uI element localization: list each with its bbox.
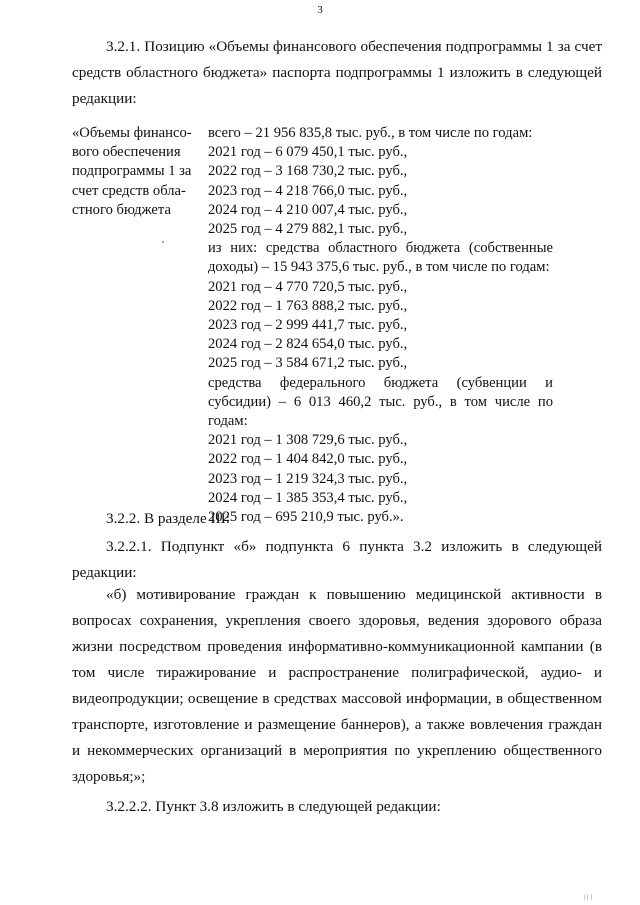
paragraph-quote-b-text: «б) мотивирование граждан к повышению медицинской активности в вопросах сохранения, укрепления своего здоровья, ведения здорового образа жизни посредством проведения информативно-коммуникационной кампании (в том числе тиражирование и распространение полиграфической, аудио- и видеопродукции; освещение в средствах массовой информации, в общественном транспорте, изготовление и размещение баннеров), а также вовлечения граждан и некоммерческих организаций в мероприятия по укреплению общественного здоровья;»; — [72, 586, 602, 785]
federal-funds-text: средства федерального бюджета (субвенции и субсидии) – 6 013 460,2 тыс. руб., в том числе по годам: — [208, 374, 553, 430]
year-line: 2025 год – 3 584 671,2 тыс. руб., — [208, 355, 408, 372]
year-line: 2024 год – 4 210 007,4 тыс. руб., — [208, 201, 408, 218]
year-line: 2021 год – 6 079 450,1 тыс. руб., — [208, 144, 408, 161]
scan-dot — [162, 241, 164, 243]
own-funds-text: из них: средства областного бюджета (собственные доходы) – 15 943 375,6 тыс. руб., в том числе по годам: — [208, 240, 553, 276]
heading-3-2-2: 3.2.2. В разделе III: — [106, 510, 230, 527]
year-line: 2023 год – 2 999 441,7 тыс. руб., — [208, 317, 408, 334]
year-line: 2023 год – 4 218 766,0 тыс. руб., — [208, 182, 408, 199]
page-number: 3 — [317, 4, 323, 16]
year-line: 2022 год – 1 404 842,0 тыс. руб., — [208, 451, 408, 468]
paragraph-3-2-1 — [72, 34, 602, 112]
table-right-values — [208, 124, 553, 527]
paragraph-3-2-2-2-text: 3.2.2.2. Пункт 3.8 изложить в следующей редакции: — [106, 798, 441, 815]
year-line: 2025 год – 695 210,9 тыс. руб.». — [208, 509, 404, 526]
paragraph-3-2-2-1 — [72, 534, 602, 586]
paragraph-3-2-1-text: 3.2.1. Позицию «Объемы финансового обеспечения подпрограммы 1 за счет средств областного бюджета» паспорта подпрограммы 1 изложить в следующей редакции: — [72, 38, 602, 107]
paragraph-3-2-2-2 — [72, 794, 602, 820]
year-line: 2021 год – 4 770 720,5 тыс. руб., — [208, 278, 408, 295]
paragraph-3-2-2-1-text: 3.2.2.1. Подпункт «б» подпункта 6 пункта 3.2 изложить в следующей редакции: — [72, 538, 602, 581]
table-left-label: «Объемы финансо- вого обеспечения подпрограммы 1 за счет средств обла- стного бюджета — [72, 125, 192, 218]
year-line: 2023 год – 1 219 324,3 тыс. руб., — [208, 470, 408, 487]
total-line: всего – 21 956 835,8 тыс. руб., в том числе по годам: — [208, 125, 533, 141]
paragraph-quote-b — [72, 582, 602, 790]
year-line: 2021 год – 1 308 729,6 тыс. руб., — [208, 432, 408, 449]
year-line: 2025 год – 4 279 882,1 тыс. руб., — [208, 221, 408, 238]
year-line: 2022 год – 1 763 888,2 тыс. руб., — [208, 297, 408, 314]
scan-footer-mark: ||| — [583, 893, 594, 901]
year-line: 2024 год – 1 385 353,4 тыс. руб., — [208, 489, 408, 506]
year-line: 2024 год – 2 824 654,0 тыс. руб., — [208, 336, 408, 353]
year-line: 2022 год – 3 168 730,2 тыс. руб., — [208, 163, 408, 180]
